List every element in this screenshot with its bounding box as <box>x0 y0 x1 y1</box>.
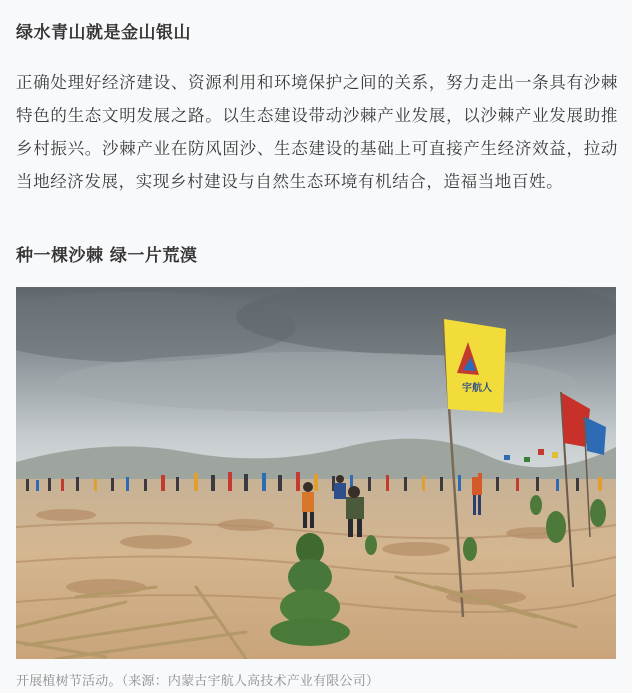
section-paragraph: 正确处理好经济建设、资源利用和环境保护之间的关系，努力走出一条具有沙棘特色的生态文明发展之路。以生态建设带动沙棘产业发展，以沙棘产业发展助推乡村振兴。沙棘产业在防风固沙、生态建设的基础上可直接产生经济效益，拉动当地经济发展，实现乡村建设与自然生态环境有机结合，造福当地百姓。 <box>16 73 618 191</box>
section-heading-plant-seabuckthorn: 种一棵沙棘 绿一片荒漠 <box>16 246 198 266</box>
flag-text: 宇航人 <box>462 383 492 394</box>
section-heading-green-mountains: 绿水青山就是金山银山 <box>16 23 191 43</box>
photo-caption: 开展植树节活动。（来源：内蒙古宇航人高技术产业有限公司） <box>16 674 380 689</box>
tree-planting-photo <box>16 287 616 659</box>
